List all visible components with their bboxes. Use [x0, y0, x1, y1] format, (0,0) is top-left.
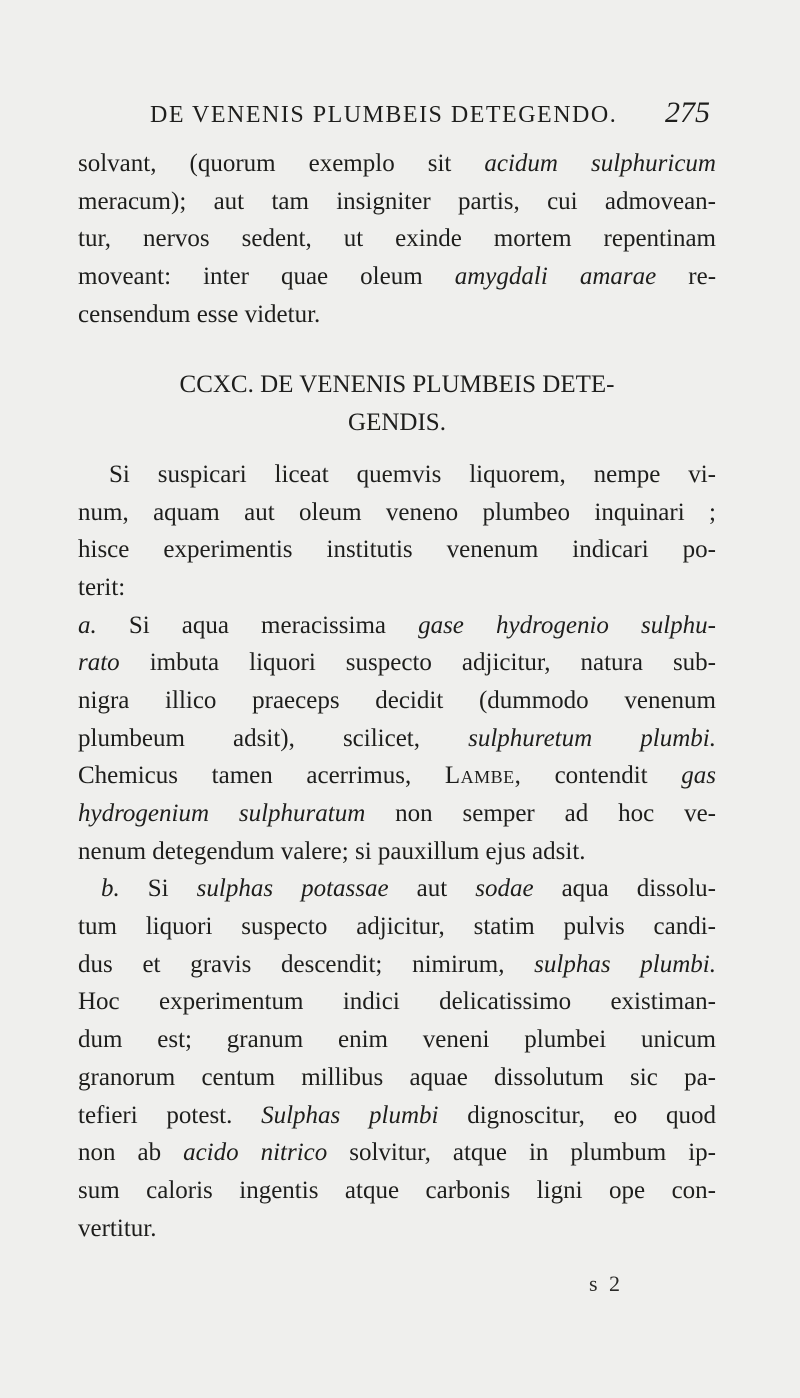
text-line: plumbeum adsit), scilicet, sulphuretum plumbi.: [78, 724, 716, 752]
section-heading: [78, 366, 716, 441]
text-line: Chemicus tamen acerrimus, Lambe, contendit gas: [78, 762, 716, 790]
text-line: dum est; granum enim veneni plumbei unicum: [78, 1026, 716, 1054]
text-line: hydrogenium sulphuratum non semper ad hoc ve-: [78, 800, 716, 827]
text-line: censendum esse videtur.: [78, 300, 321, 328]
text-line: tum liquori suspecto adjicitur, statim pulvis candi-: [78, 913, 716, 941]
author-name: Lambe: [444, 762, 515, 790]
text-line: Hoc experimentum indici delicatissimo existiman-: [78, 988, 716, 1016]
item-label-a: a.: [78, 611, 97, 639]
text-line: solvant, (quorum exemplo sit acidum sulphuricum: [78, 150, 716, 177]
text-line: dus et gravis descendit; nimirum, sulphas plumbi.: [78, 950, 716, 978]
text-line: vertitur.: [78, 1214, 157, 1242]
page-header: [150, 96, 710, 136]
text-line: sum caloris ingentis atque carbonis ligni ope con-: [78, 1176, 716, 1204]
signature-mark: s 2: [589, 1271, 624, 1296]
text-line: moveant: inter quae oleum amygdali amarae re-: [78, 263, 717, 291]
heading-line: CCXC. DE VENENIS PLUMBEIS DETE-: [179, 371, 615, 399]
text-line: granorum centum millibus aquae dissolutum sic pa-: [78, 1063, 716, 1091]
paragraph-intro: [78, 456, 716, 607]
page-body: [78, 145, 716, 1247]
paragraph-b: [78, 870, 716, 1247]
text-line: num, aquam aut oleum veneno plumbeo inquinari ;: [78, 498, 716, 526]
text-line: tefieri potest. Sulphas plumbi dignoscitur, eo quod: [78, 1101, 716, 1129]
item-label-b: b.: [101, 875, 120, 903]
text-line: terit:: [78, 573, 126, 601]
text-line: nenum detegendum valere; si pauxillum ejus adsit.: [78, 837, 586, 865]
paragraph-a: [78, 607, 716, 871]
running-title: DE VENENIS PLUMBEIS DETEGENDO.: [150, 102, 618, 128]
text-line: Si suspicari liceat quemvis liquorem, nempe vi-: [109, 460, 716, 488]
text-line: a. Si aqua meracissima gase hydrogenio sulphu-: [78, 611, 717, 639]
text-line: meracum); aut tam insigniter partis, cui admovean-: [78, 187, 716, 215]
text-line: b. Si sulphas potassae aut sodae aqua dissolu-: [101, 875, 716, 903]
text-line: nigra illico praeceps decidit (dummodo venenum: [78, 686, 716, 714]
page-number: 275: [665, 96, 710, 129]
text-line: hisce experimentis institutis venenum indicari po-: [78, 536, 716, 564]
heading-line: GENDIS.: [348, 409, 446, 437]
paragraph-continuation: [78, 145, 716, 333]
text-line: rato imbuta liquori suspecto adjicitur, natura sub-: [78, 649, 716, 677]
text-line: tur, nervos sedent, ut exinde mortem repentinam: [78, 225, 716, 253]
text-line: non ab acido nitrico solvitur, atque in plumbum ip-: [78, 1139, 716, 1167]
